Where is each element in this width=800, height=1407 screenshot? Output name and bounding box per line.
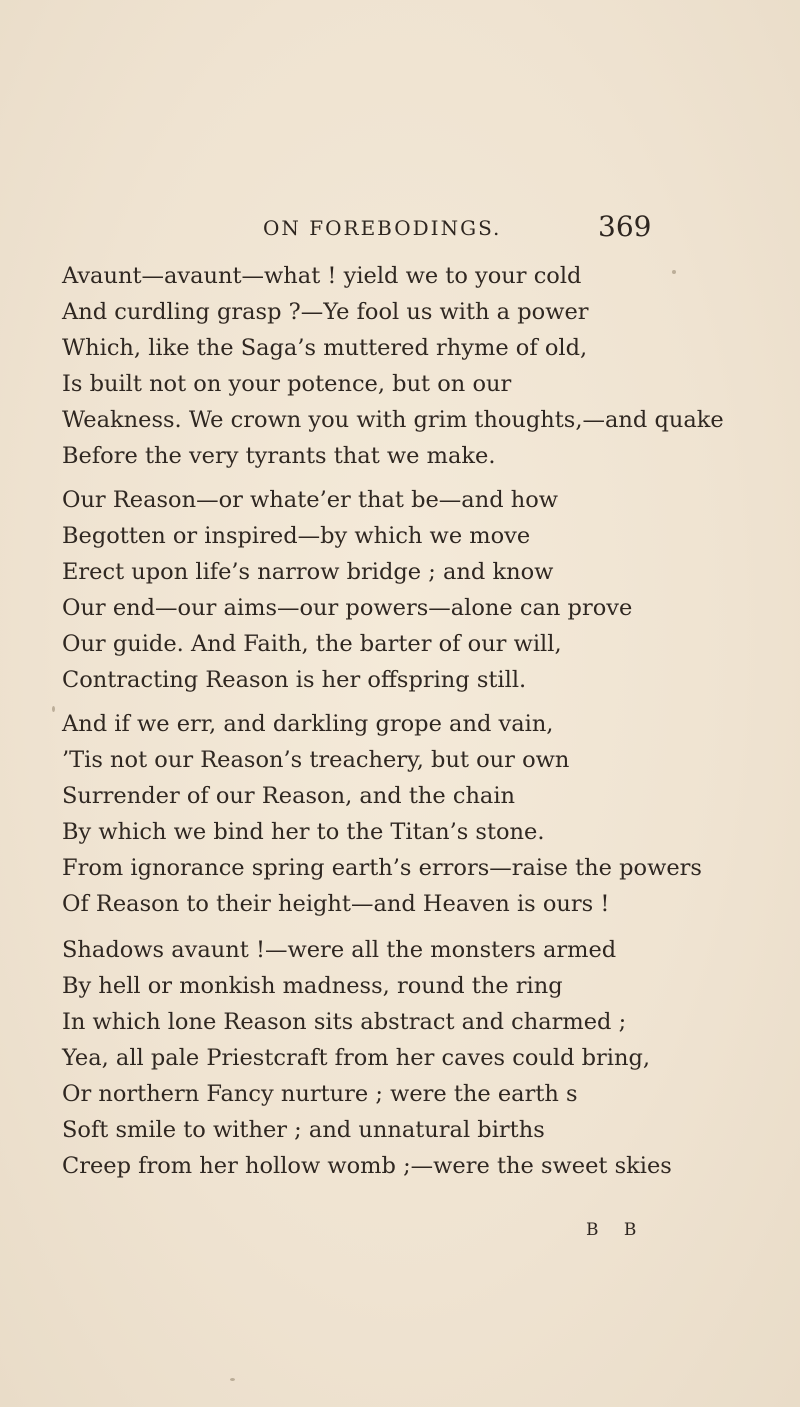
stanza-2 xyxy=(62,482,782,698)
verse-line: And if we err, and darkling grope and vain, xyxy=(62,711,554,737)
verse-line: Weakness. We crown you with grim thoughts,—and quake xyxy=(62,407,724,433)
paper-speck xyxy=(672,270,676,274)
verse-line: Avaunt—avaunt—what ! yield we to your cold xyxy=(62,263,582,289)
stanza-4 xyxy=(62,932,782,1184)
verse-line: From ignorance spring earth’s errors—raise the powers xyxy=(62,855,702,881)
signature-mark: B B xyxy=(586,1220,647,1240)
verse-line: Contracting Reason is her offspring still. xyxy=(62,667,527,693)
verse-line: Erect upon life’s narrow bridge ; and know xyxy=(62,559,554,585)
verse-line: And curdling grasp ?—Ye fool us with a power xyxy=(62,299,589,325)
verse-line: Shadows avaunt !—were all the monsters armed xyxy=(62,937,617,963)
verse-line: Yea, all pale Priestcraft from her caves could bring, xyxy=(62,1045,651,1071)
paper-speck xyxy=(52,706,55,712)
verse-line: Which, like the Saga’s muttered rhyme of old, xyxy=(62,335,588,361)
verse-line: Our Reason—or whate’er that be—and how xyxy=(62,487,559,513)
stanza-1 xyxy=(62,258,782,474)
verse-line: By hell or monkish madness, round the ring xyxy=(62,973,563,999)
paper-speck xyxy=(230,1378,235,1381)
verse-line: Is built not on your potence, but on our xyxy=(62,371,512,397)
verse-line: In which lone Reason sits abstract and charmed ; xyxy=(62,1009,627,1035)
verse-line: Creep from her hollow womb ;—were the sweet skies xyxy=(62,1153,672,1179)
verse-line: Before the very tyrants that we make. xyxy=(62,443,496,469)
verse-line: Soft smile to wither ; and unnatural births xyxy=(62,1117,545,1143)
running-head xyxy=(0,210,800,252)
verse-line: Or northern Fancy nurture ; were the earth s xyxy=(62,1081,578,1107)
verse-line: Our end—our aims—our powers—alone can prove xyxy=(62,595,633,621)
verse-line: Of Reason to their height—and Heaven is ours ! xyxy=(62,891,610,917)
verse-line: ’Tis not our Reason’s treachery, but our own xyxy=(62,747,570,773)
verse-line: By which we bind her to the Titan’s stone. xyxy=(62,819,545,845)
verse-line: Our guide. And Faith, the barter of our will, xyxy=(62,631,562,657)
verse-line: Surrender of our Reason, and the chain xyxy=(62,783,516,809)
page-number: 369 xyxy=(598,210,652,243)
stanza-3 xyxy=(62,706,782,922)
verse-line: Begotten or inspired—by which we move xyxy=(62,523,531,549)
running-title: ON FOREBODINGS. xyxy=(263,216,502,240)
